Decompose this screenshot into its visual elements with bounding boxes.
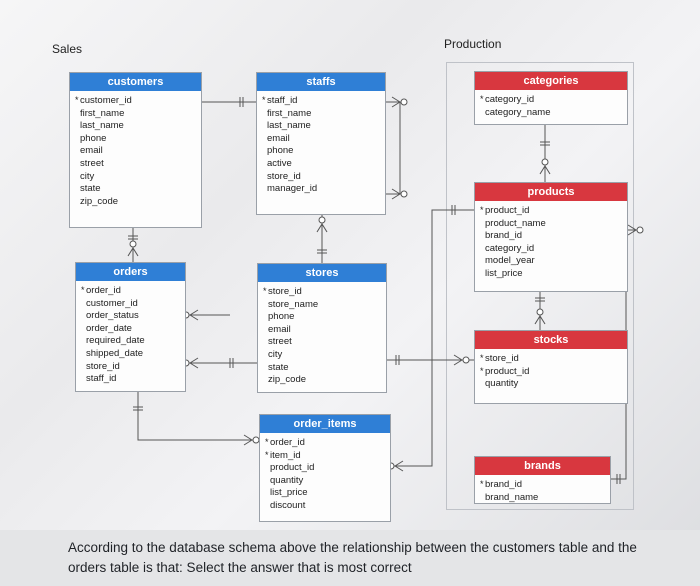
column: last_name xyxy=(267,120,311,132)
column: list_price xyxy=(485,267,523,279)
staffs-columns xyxy=(257,91,385,196)
many-marker xyxy=(244,440,252,445)
question-line-2: orders table is that: Select the answer that is most correct xyxy=(68,560,412,575)
question-text xyxy=(0,530,700,586)
optional-marker xyxy=(319,217,325,223)
many-marker xyxy=(395,461,403,466)
primary-key-column: * customer_id xyxy=(80,95,201,108)
customers-table-title: customers xyxy=(70,73,201,91)
column: state xyxy=(80,183,101,195)
column: email xyxy=(80,145,103,157)
column: discount xyxy=(270,499,306,511)
many-marker xyxy=(392,102,400,107)
many-marker xyxy=(454,360,462,365)
primary-key-column: * order_id xyxy=(86,285,185,298)
column: store_id xyxy=(86,360,120,372)
categories-columns xyxy=(475,90,627,119)
primary-key-column: * staff_id xyxy=(267,95,385,108)
many-marker xyxy=(392,97,400,102)
stores-columns xyxy=(258,282,386,387)
stocks-table-title: stocks xyxy=(475,331,627,349)
primary-key-column: * item_id xyxy=(270,450,390,463)
optional-marker xyxy=(463,357,469,363)
many-marker xyxy=(535,316,540,324)
orders-table-title: orders xyxy=(76,263,185,281)
column: model_year xyxy=(485,255,535,267)
many-marker xyxy=(190,358,198,363)
many-marker xyxy=(322,224,327,232)
column: order_date xyxy=(86,322,132,334)
production-area-label: Production xyxy=(444,37,502,51)
many-marker xyxy=(190,310,198,315)
many-marker xyxy=(190,315,198,320)
primary-key-column: * brand_id xyxy=(485,479,610,492)
optional-marker xyxy=(401,99,407,105)
optional-marker xyxy=(537,309,543,315)
question-line-1: According to the database schema above the relationship between the customers table and the xyxy=(68,540,637,555)
column: category_name xyxy=(485,106,551,118)
table-brands[interactable] xyxy=(474,456,611,504)
column: product_id xyxy=(270,462,315,474)
brands-table-title: brands xyxy=(475,457,610,475)
column: first_name xyxy=(267,107,312,119)
products-table-title: products xyxy=(475,183,627,201)
column: state xyxy=(268,361,289,373)
column: customer_id xyxy=(86,297,138,309)
table-staffs[interactable] xyxy=(256,72,386,215)
column: email xyxy=(267,132,290,144)
table-stocks[interactable] xyxy=(474,330,628,404)
primary-key-column: * product_id xyxy=(485,205,627,218)
column: phone xyxy=(80,132,107,144)
table-order-items[interactable] xyxy=(259,414,391,522)
column: zip_code xyxy=(268,374,307,386)
link-products-order-items xyxy=(391,210,474,466)
column: quantity xyxy=(270,474,304,486)
many-marker xyxy=(133,248,138,256)
column: phone xyxy=(268,311,295,323)
primary-key-column: * store_id xyxy=(268,286,386,299)
brands-columns xyxy=(475,475,610,504)
stores-table-title: stores xyxy=(258,264,386,282)
column: shipped_date xyxy=(86,347,144,359)
column: brand_name xyxy=(485,491,539,503)
staffs-table-title: staffs xyxy=(257,73,385,91)
orders-columns xyxy=(76,281,185,386)
many-marker xyxy=(317,224,322,232)
table-stores[interactable] xyxy=(257,263,387,393)
many-marker xyxy=(540,166,545,174)
many-marker xyxy=(454,355,462,360)
many-marker xyxy=(395,466,403,471)
optional-marker xyxy=(637,227,643,233)
primary-key-column: * store_id xyxy=(485,353,627,366)
table-categories[interactable] xyxy=(474,71,628,125)
table-products[interactable] xyxy=(474,182,628,292)
column: email xyxy=(268,323,291,335)
column: city xyxy=(80,170,95,182)
optional-marker xyxy=(542,159,548,165)
column: quantity xyxy=(485,378,519,390)
many-marker xyxy=(244,435,252,440)
many-marker xyxy=(628,230,636,235)
column: store_name xyxy=(268,298,319,310)
primary-key-column: * product_id xyxy=(485,366,627,379)
column: zip_code xyxy=(80,195,119,207)
categories-table-title: categories xyxy=(475,72,627,90)
column: order_status xyxy=(86,310,139,322)
many-marker xyxy=(540,316,545,324)
column: active xyxy=(267,157,292,169)
column: street xyxy=(268,336,292,348)
column: street xyxy=(80,157,104,169)
many-marker xyxy=(392,189,400,194)
many-marker xyxy=(392,194,400,199)
link-orders-order-items xyxy=(138,392,259,440)
order-items-columns xyxy=(260,433,390,513)
column: category_id xyxy=(485,242,535,254)
primary-key-column: * order_id xyxy=(270,437,390,450)
sales-area-label: Sales xyxy=(52,42,83,56)
column: product_name xyxy=(485,217,546,229)
order-items-table-title: order_items xyxy=(260,415,390,433)
column: phone xyxy=(267,145,294,157)
column: city xyxy=(268,348,283,360)
column: required_date xyxy=(86,335,145,347)
optional-marker xyxy=(130,241,136,247)
many-marker xyxy=(128,248,133,256)
customers-columns xyxy=(70,91,201,208)
optional-marker xyxy=(401,191,407,197)
table-orders[interactable] xyxy=(75,262,186,392)
column: staff_id xyxy=(86,373,117,385)
many-marker xyxy=(545,166,550,174)
column: last_name xyxy=(80,120,124,132)
many-marker xyxy=(628,225,636,230)
column: store_id xyxy=(267,170,301,182)
column: first_name xyxy=(80,107,125,119)
products-columns xyxy=(475,201,627,281)
column: list_price xyxy=(270,487,308,499)
many-marker xyxy=(190,363,198,368)
column: brand_id xyxy=(485,230,522,242)
table-customers[interactable] xyxy=(69,72,202,228)
stocks-columns xyxy=(475,349,627,391)
link-staffs-manager xyxy=(386,102,400,194)
primary-key-column: * category_id xyxy=(485,94,627,107)
column: manager_id xyxy=(267,183,318,195)
